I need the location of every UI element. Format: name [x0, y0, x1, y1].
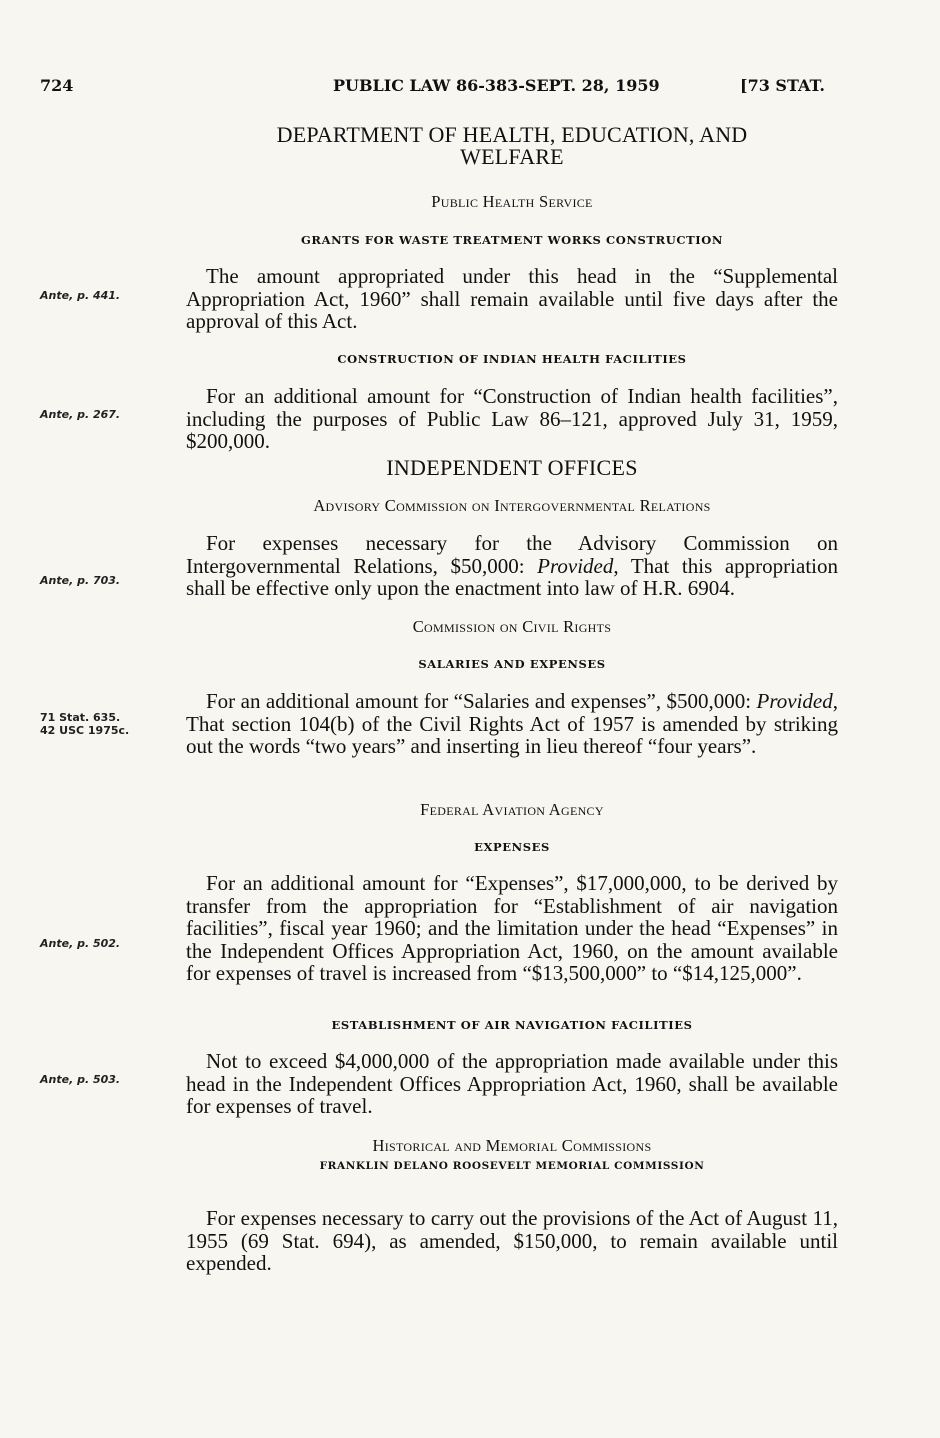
margin-note-text: Ante, p. 502. — [40, 937, 121, 950]
advisory-text-b: , That this appropriation shall be effective only upon the enactment into law of H.R. 6904. — [186, 553, 838, 600]
margin-note — [40, 1073, 180, 1086]
faa-heading: Federal Aviation Agency — [420, 800, 604, 819]
page-number: 724 — [40, 76, 74, 95]
margin-note — [40, 408, 180, 421]
expenses-heading: EXPENSES — [474, 840, 550, 854]
independent-offices-heading: INDEPENDENT OFFICES — [386, 455, 638, 480]
margin-note-statute: 71 Stat. 635. — [40, 711, 121, 724]
advisory-commission-heading: Advisory Commission on Intergovernmental Relations — [313, 496, 711, 515]
indian-health-paragraph: For an additional amount for “Construction of Indian health facilities”, including the purposes of Public Law 86–121, approved July 31, 1959, $200,000. — [186, 384, 838, 453]
advisory-provided: Provided — [537, 553, 614, 578]
margin-note-citation — [40, 711, 180, 737]
grants-paragraph: The amount appropriated under this head in the “Supplemental Appropriation Act, 1960” shall remain available until five days after the approval of this Act. — [186, 264, 838, 333]
civil-rights-heading: Commission on Civil Rights — [412, 617, 612, 636]
margin-note-text: Ante, p. 267. — [40, 408, 121, 421]
running-head-title: PUBLIC LAW 86-383-SEPT. 28, 1959 — [333, 76, 660, 95]
department-title — [186, 124, 838, 168]
salaries-text-b: , That section 104(b) of the Civil Rights Act of 1957 is amended by striking out the words “two years” and inserting in lieu thereof “four years”. — [186, 689, 838, 758]
margin-note — [40, 289, 180, 302]
department-title-line2: WELFARE — [460, 144, 564, 169]
fdr-commission-heading: FRANKLIN DELANO ROOSEVELT MEMORIAL COMMISSION — [319, 1160, 705, 1172]
department-title-line1: DEPARTMENT OF HEALTH, EDUCATION, AND — [276, 122, 748, 147]
historical-commissions-heading: Historical and Memorial Commissions — [372, 1136, 652, 1155]
margin-note-text: Ante, p. 703. — [40, 574, 121, 587]
salaries-provided: Provided — [756, 689, 833, 713]
fdr-paragraph: For expenses necessary to carry out the provisions of the Act of August 11, 1955 (69 Stat. 694), as amended, $150,000, to remain available until expended. — [186, 1206, 838, 1275]
margin-note-text: Ante, p. 503. — [40, 1073, 121, 1086]
establishment-paragraph: Not to exceed $4,000,000 of the appropriation made available under this head in the Independent Offices Appropriation Act, 1960, shall be available for expenses of travel. — [186, 1049, 838, 1118]
advisory-text-a: For expenses necessary for the Advisory Commission on Intergovernmental Relations, $50,000: — [186, 531, 838, 578]
salaries-text-a: For an additional amount for “Salaries and expenses”, $500,000: — [206, 689, 757, 713]
bureau-heading: Public Health Service — [431, 192, 593, 211]
margin-note-text: Ante, p. 441. — [40, 289, 121, 302]
establishment-heading: ESTABLISHMENT OF AIR NAVIGATION FACILITIES — [331, 1018, 693, 1032]
salaries-heading: SALARIES AND EXPENSES — [418, 657, 606, 671]
advisory-paragraph — [186, 532, 838, 600]
grants-heading: GRANTS FOR WASTE TREATMENT WORKS CONSTRUCTION — [301, 233, 723, 247]
salaries-paragraph — [186, 690, 838, 758]
margin-note-usc: 42 USC 1975c. — [40, 724, 130, 737]
margin-note — [40, 937, 180, 950]
expenses-paragraph: For an additional amount for “Expenses”, $17,000,000, to be derived by transfer from the appropriation for “Establishment of air navigation facilities”, fiscal year 1960; and the limitation under the head “Expenses” in the Independent Offices Appropriation Act, 1960, on the amount available for expenses of travel is increased from “$13,500,000” to “$14,125,000”. — [186, 871, 838, 985]
statute-reference: [73 STAT. — [740, 76, 825, 95]
indian-health-heading: CONSTRUCTION OF INDIAN HEALTH FACILITIES — [337, 352, 687, 366]
margin-note — [40, 574, 180, 587]
